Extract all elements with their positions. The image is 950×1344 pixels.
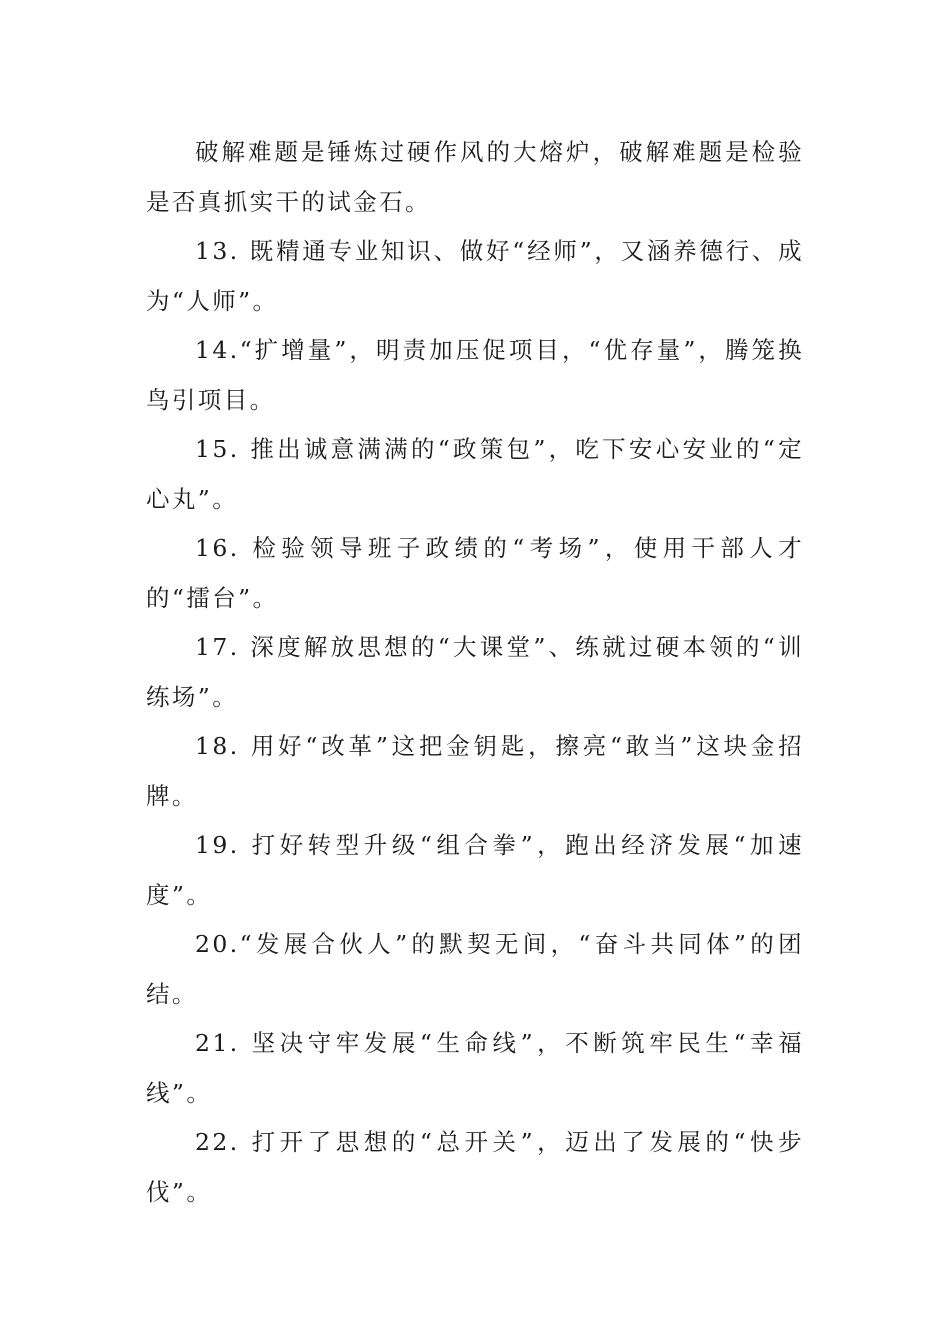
- paragraph: 15. 推出诚意满满的“政策包”，吃下安心安业的“定心丸”。: [146, 435, 804, 513]
- paragraph: 13. 既精通专业知识、做好“经师”，又涵养德行、成为“人师”。: [146, 237, 804, 315]
- paragraph: 21. 坚决守牢发展“生命线”，不断筑牢民生“幸福线”。: [146, 1029, 804, 1107]
- paragraph: 22. 打开了思想的“总开关”，迈出了发展的“快步伐”。: [146, 1128, 804, 1206]
- paragraph: 14.“扩增量”，明责加压促项目，“优存量”，腾笼换鸟引项目。: [146, 336, 804, 414]
- paragraph: 18. 用好“改革”这把金钥匙，擦亮“敢当”这块金招牌。: [146, 732, 804, 810]
- paragraph: 20.“发展合伙人”的默契无间，“奋斗共同体”的团结。: [146, 930, 804, 1008]
- paragraph: 17. 深度解放思想的“大课堂”、练就过硬本领的“训练场”。: [146, 633, 804, 711]
- document-body: [146, 128, 804, 1217]
- paragraph: 16. 检验领导班子政绩的“考场”，使用干部人才的“擂台”。: [146, 534, 804, 612]
- paragraph: 19. 打好转型升级“组合拳”，跑出经济发展“加速度”。: [146, 831, 804, 909]
- paragraph: 破解难题是锤炼过硬作风的大熔炉，破解难题是检验是否真抓实干的试金石。: [146, 138, 804, 216]
